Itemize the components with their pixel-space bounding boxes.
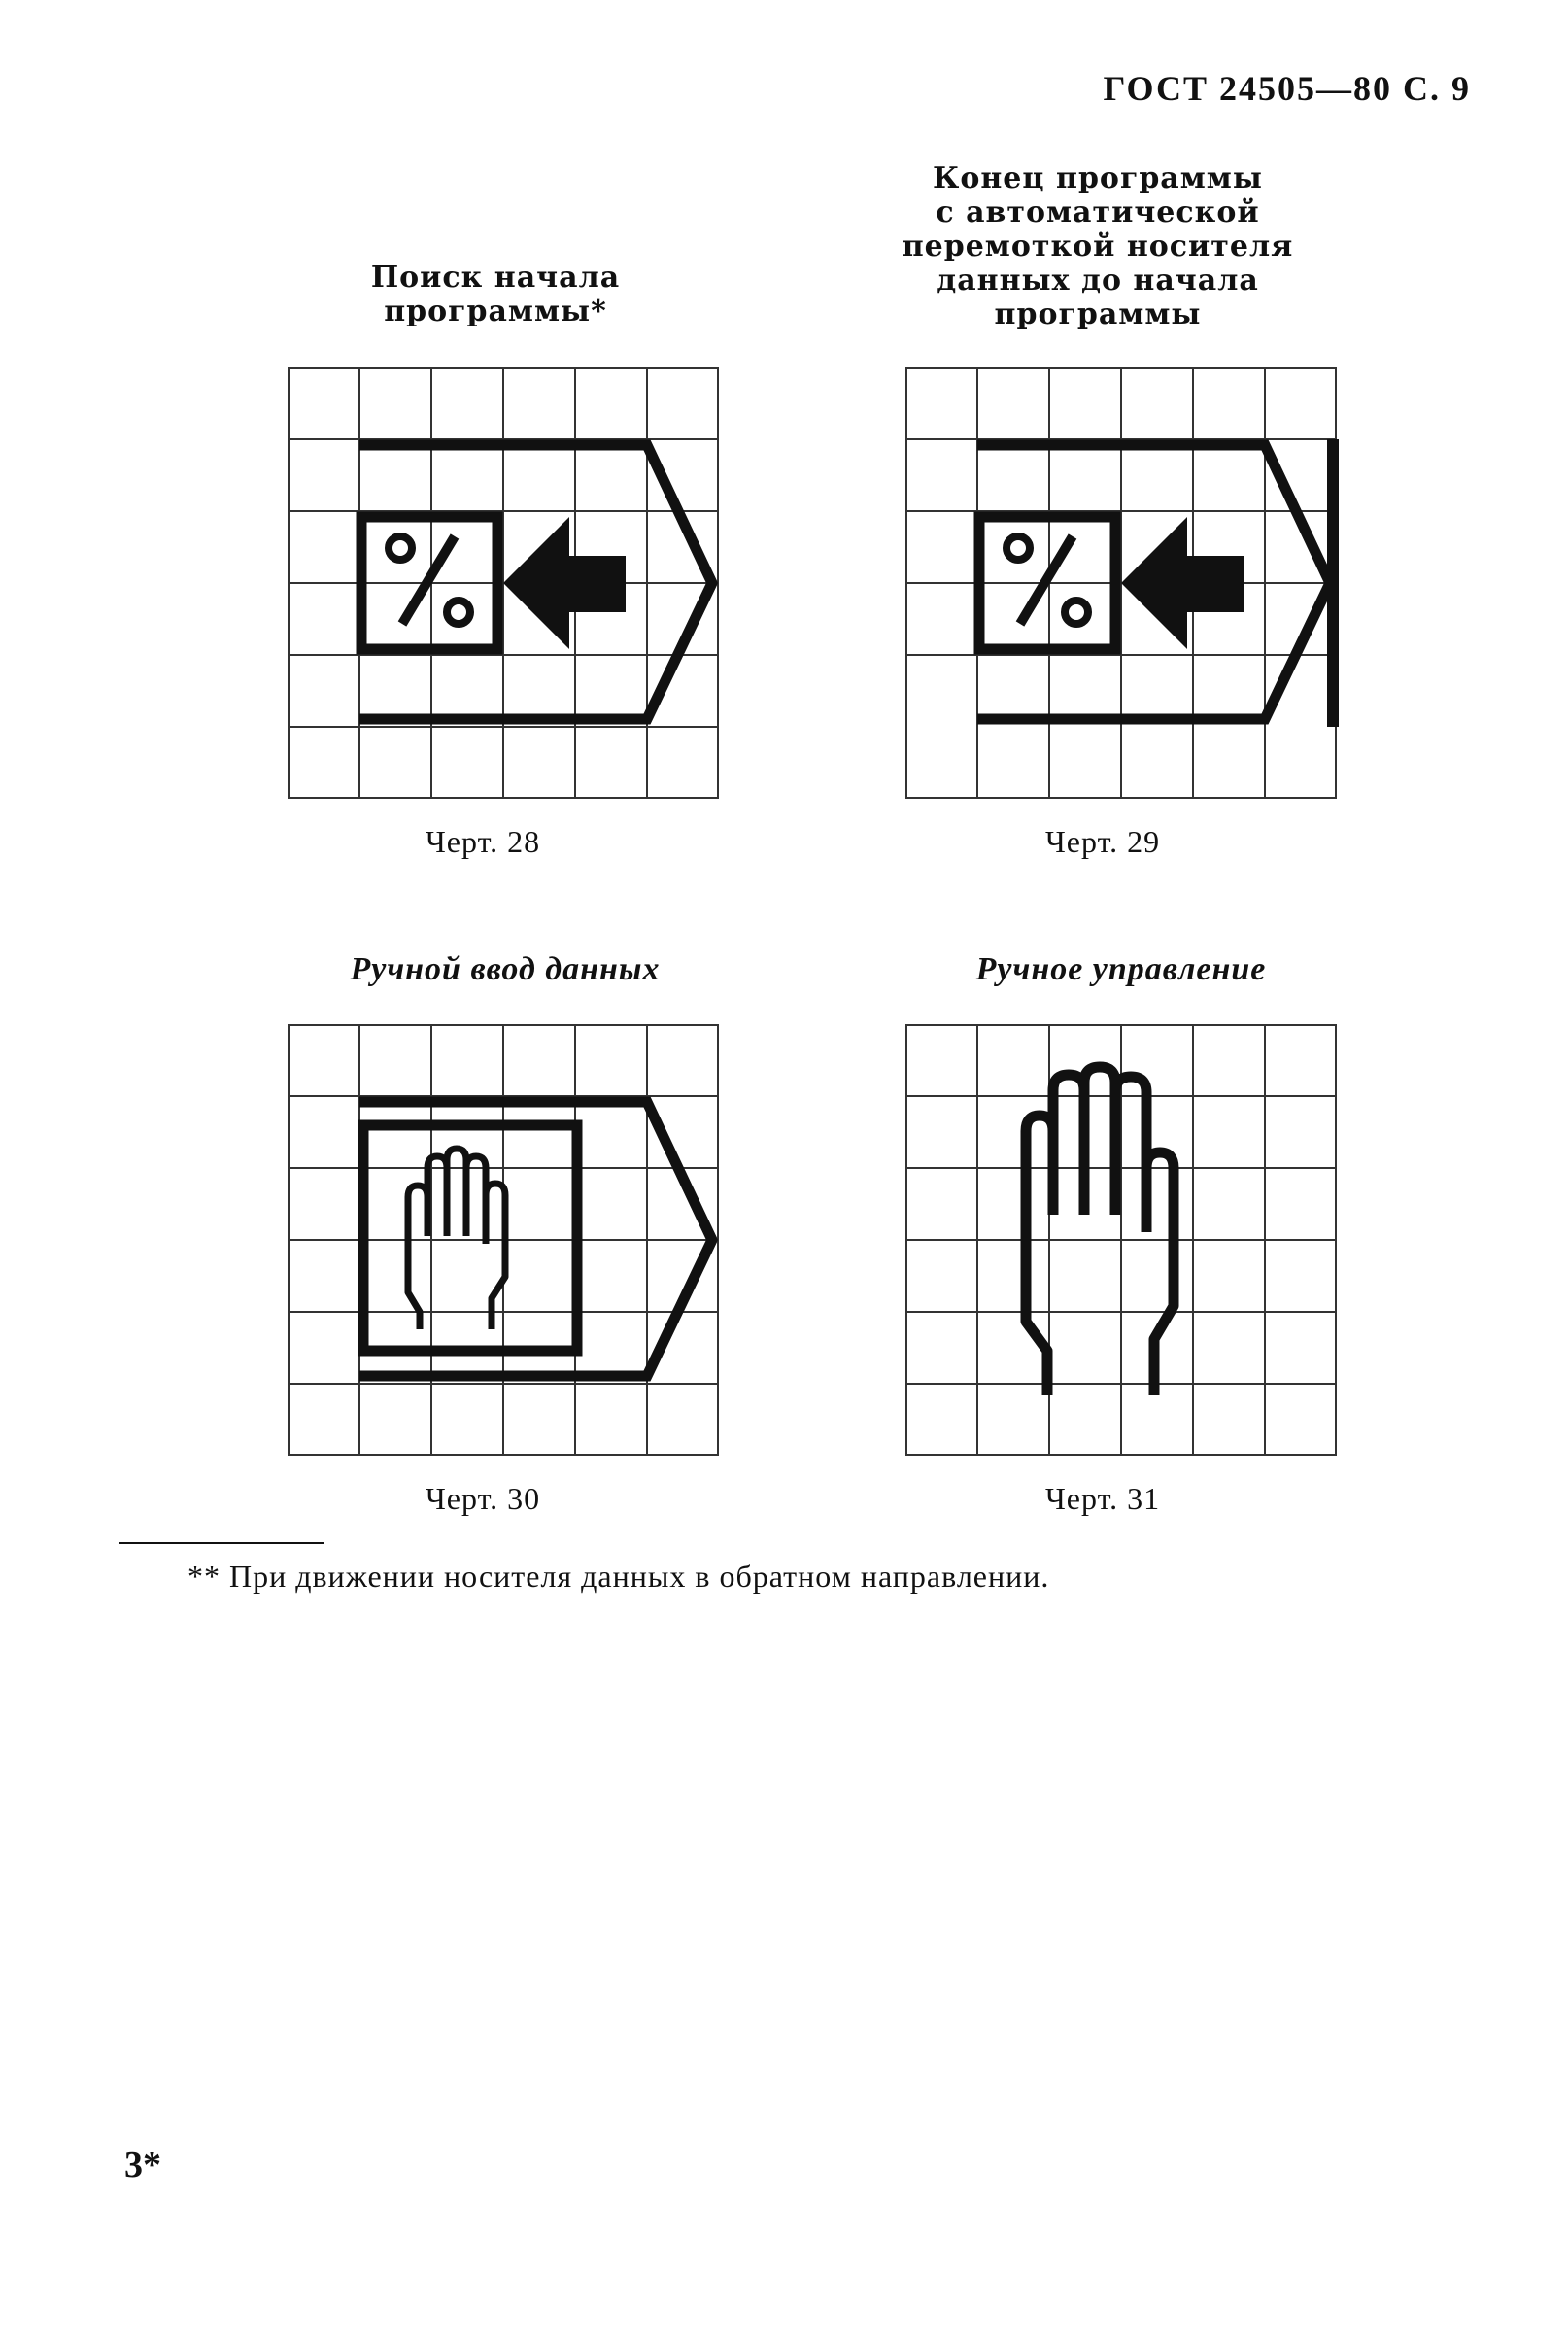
footnote-text: ** При движении носителя данных в обратном направлении. [187, 1559, 1050, 1594]
figure-31-symbol [905, 1024, 1337, 1456]
percent-symbol-icon [389, 536, 470, 624]
figure-30-symbol [288, 1024, 719, 1456]
figure-31-caption: Черт. 31 [1045, 1481, 1161, 1516]
arrow-left-icon [1121, 517, 1244, 649]
figure-29-title [874, 161, 1321, 331]
page-header: ГОСТ 24505—80 С. 9 [1103, 69, 1471, 108]
figure-29-title-line: Конец программы [933, 161, 1263, 195]
figure-28-caption: Черт. 28 [426, 824, 541, 859]
figure-30-title [291, 952, 719, 986]
figure-30-title-line: Ручной ввод данных [350, 951, 661, 987]
hand-icon [1026, 1067, 1174, 1395]
figure-28-symbol [288, 367, 719, 799]
figure-29-caption: Черт. 29 [1045, 824, 1161, 859]
arrow-left-icon [503, 517, 626, 649]
footnote-divider [119, 1542, 324, 1544]
figure-31-title [905, 952, 1337, 986]
percent-symbol-icon [1006, 536, 1088, 624]
figure-29-title-line: программы [994, 297, 1202, 331]
figure-31-title-line: Ручное управление [975, 951, 1267, 987]
figure-29-symbol [905, 367, 1337, 799]
figure-30-caption: Черт. 30 [426, 1481, 541, 1516]
figure-28-title-line: Поиск начала [370, 260, 621, 294]
figure-28-title [340, 260, 651, 328]
grid [906, 1025, 1336, 1455]
figure-29-title-line: с автоматической [936, 195, 1260, 229]
figure-29-title-line: данных до начала [937, 263, 1259, 297]
page-mark: 3* [124, 2145, 161, 2185]
figure-29-title-line: перемоткой носителя [902, 229, 1294, 263]
figure-28-title-line: программы* [384, 294, 607, 328]
